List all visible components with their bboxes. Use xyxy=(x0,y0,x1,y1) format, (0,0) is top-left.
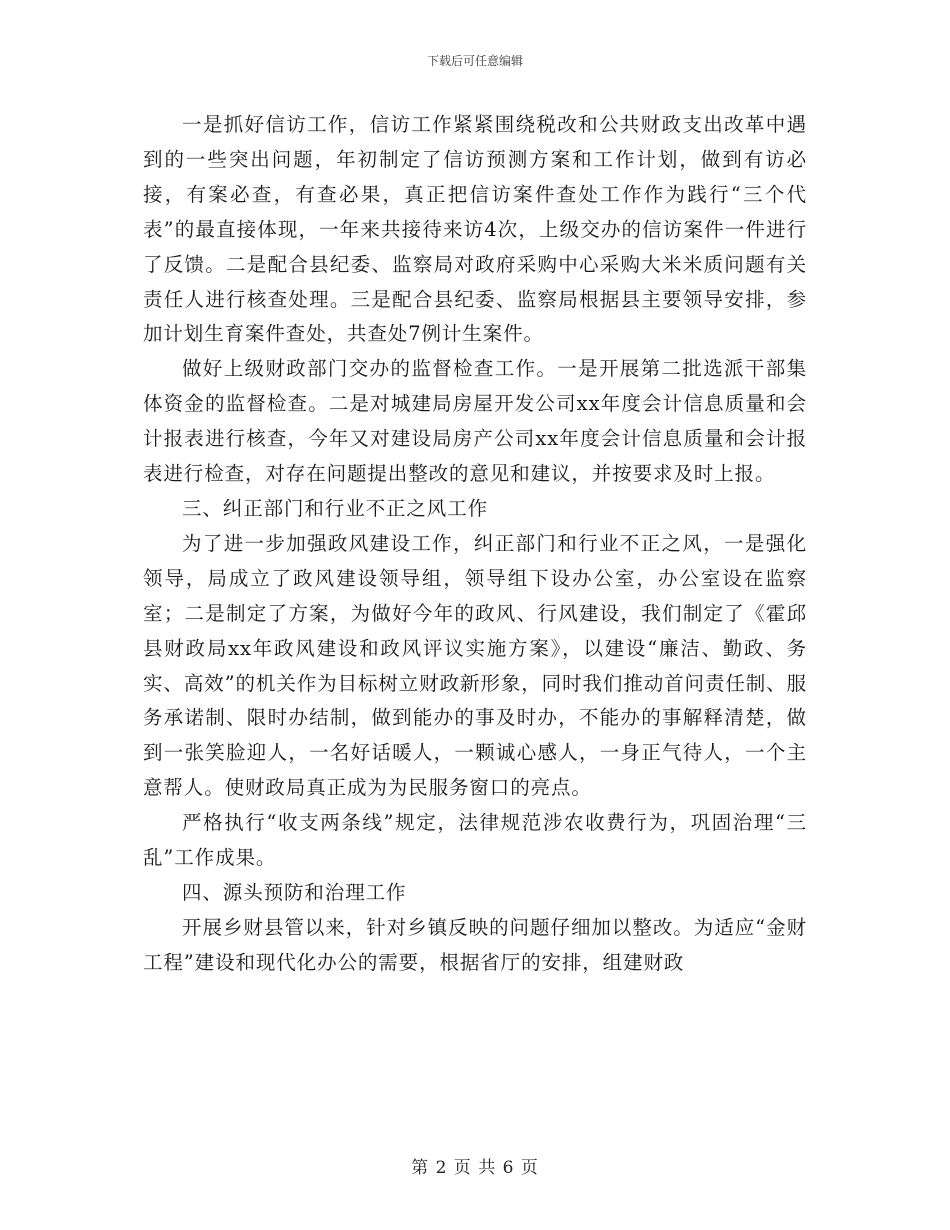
paragraph-supervision-inspection: 做好上级财政部门交办的监督检查工作。一是开展第二批选派干部集体资金的监督检查。二是对城建局房屋开发公司xx年度会计信息质量和会计报表进行核查，今年又对建设局房产公司xx年度会计信息质量和会计报表进行检查，对存在问题提出整改的意见和建议，并按要求及时上报。 xyxy=(143,357,807,486)
section-heading-three: 三、纠正部门和行业不正之风工作 xyxy=(182,496,489,520)
paragraph-style-building: 为了进一步加强政风建设工作，纠正部门和行业不正之风，一是强化领导，局成立了政风建设领导组，领导组下设办公室，办公室设在监察室；二是制定了方案，为做好今年的政风、行风建设，我们制定了《霍邱县财政局xx年政风建设和政风评议实施方案》，以建设“廉洁、勤政、务实、高效”的机关作为目标树立财政新形象，同时我们推动首问责任制、服务承诺制、限时办结制，做到能办的事及时办，不能办的事解释清楚，做到一张笑脸迎人，一名好话暖人，一颗诚心感人，一身正气待人，一个主意帮人。使财政局真正成为为民服务窗口的亮点。 xyxy=(143,531,807,800)
paragraph-source-prevention: 开展乡财县管以来，针对乡镇反映的问题仔细加以整改。为适应“金财工程”建设和现代化办公的需要，根据省厅的安排，组建财政 xyxy=(143,915,807,974)
page-number: 第 2 页 共 6 页 xyxy=(411,1158,539,1178)
document-body xyxy=(143,108,807,981)
page-header: 下载后可任意编辑 xyxy=(426,54,523,68)
section-heading-four: 四、源头预防和治理工作 xyxy=(182,880,407,904)
paragraph-petition-work: 一是抓好信访工作，信访工作紧紧围绕税改和公共财政支出改革中遇到的一些突出问题，年初制定了信访预测方案和工作计划，做到有访必接，有案必查，有查必果，真正把信访案件查处工作作为践行“三个代表”的最直接体现，一年来共接待来访4次，上级交办的信访案件一件进行了反馈。二是配合县纪委、监察局对政府采购中心采购大米米质问题有关责任人进行核查处理。三是配合县纪委、监察局根据县主要领导安排，参加计划生育案件查处，共查处7例计生案件。 xyxy=(143,113,807,346)
paragraph-fee-regulation: 严格执行“收支两条线”规定，法律规范涉农收费行为，巩固治理“三乱”工作成果。 xyxy=(143,811,807,870)
